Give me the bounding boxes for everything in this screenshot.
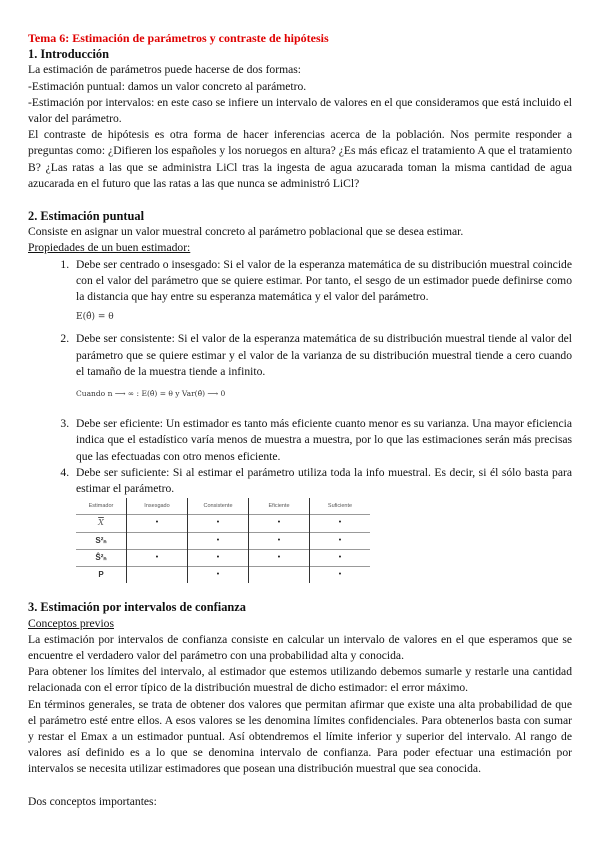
table-cell: • [249,549,310,566]
list-item [72,331,572,402]
properties-list [28,257,572,584]
table-cell: • [310,549,371,566]
document-title: Tema 6: Estimación de parámetros y contraste de hipótesis [28,31,329,45]
table-header: Consistente [188,498,249,515]
spacer [28,778,572,794]
table-header: Insesgado [127,498,188,515]
formula-consistent: Cuando n ⟶ ∞ : E(θ̂) = θ y Var(θ̂) ⟶ 0 [76,389,226,399]
table-cell: • [188,549,249,566]
list-item [72,465,572,583]
table-header: Suficiente [310,498,371,515]
paragraph: El contraste de hipótesis es otra forma de hacer inferencias acerca de la población. Nos permite responder a preguntas como: ¿Difieren los españoles y los noruegos en altura? ¿Es más eficaz el tratamiento A que el tratamiento B? ¿Las ratas a las que se administra LiCl tras la ingesta de agua azucarada toman la misma cantidad de agua azucarada en el futuro que las ratas a las que nunca se administró LiCl? [28,128,572,190]
list-item [72,416,572,465]
spacer [28,192,572,208]
table-cell: $\overline{X}$ [76,515,127,532]
estimator-properties-table [76,498,370,583]
list-item-text: Debe ser suficiente: Si al estimar el parámetro utiliza toda la info muestral. Es decir, si él sólo basta para estimar el parámetro. [76,465,572,496]
table-cell: S²ₙ [76,532,127,549]
table-cell: • [127,549,188,566]
table-cell: • [310,532,371,549]
list-item-text: Debe ser centrado o insesgado: Si el valor de la esperanza matemática de su distribución muestral coincide con el valor del parámetro que se quiere estimar. Por tanto, el sesgo de un estimador puede definirse como la distancia que hay entre su esperanza matemática y el valor del parámetro. [76,257,572,304]
list-item-text: Debe ser consistente: Si el valor de la esperanza matemática de su distribución muestral tiende al valor del parámetro que se quiere estimar y el valor de la varianza de su distribución muestral tiende a cero cuando el tamaño de la muestra tiende a infinito. [76,332,572,378]
table-cell: • [188,515,249,532]
list-item [72,257,572,326]
table-header: Eficiente [249,498,310,515]
table-cell [127,532,188,549]
table-cell: • [310,567,371,584]
table-cell: • [249,532,310,549]
spacer [28,583,572,599]
table-cell: • [310,515,371,532]
paragraph: La estimación por intervalos de confianza consiste en calcular un intervalo de valores en el que esperamos que se encuentre el verdadero valor del parámetro con una probabilidad alta y conocida. [28,632,572,662]
table-cell: P [76,567,127,584]
table-cell [249,567,310,584]
table-cell [127,567,188,584]
table-row [76,515,370,532]
paragraph: Para obtener los límites del intervalo, al estimador que estemos utilizando debemos sumarle y restarle una cantidad relacionada con el error típico de la distribución muestral de dicho estimador: el error máximo. [28,665,572,695]
table-cell: • [188,567,249,584]
section-heading-puntual: 2. Estimación puntual [28,209,145,224]
table-cell: • [127,515,188,532]
document-page [28,30,572,810]
paragraph: La estimación de parámetros puede hacerse de dos formas: [28,63,301,77]
table-row [76,549,370,566]
table-cell: Ŝ²ₙ [76,549,127,566]
table-header: Estimador [88,503,114,510]
paragraph: En términos generales, se trata de obtener dos valores que permitan afirmar que existe una alta probabilidad de que el parámetro esté entre ellos. A esos valores se les denomina límites confidenciales. Para obtenerlos basta con sumar y restar el Emax a un estimador puntual. Así obtendremos el límite inferior y superior del intervalo. Al rango de valores así definido es a lo que se denomina intervalo de confianza. Para poder efectuar una estimación por intervalos se necesita utilizar estimadores que posean una distribución muestral que sea conocida. [28,697,572,776]
subheading-conceptos: Conceptos previos [28,616,114,630]
list-item-text: Debe ser eficiente: Un estimador es tanto más eficiente cuanto menor es su varianza. Una mayor eficiencia indica que el estadístico varía menos de muestra a muestra, por lo que las estimaciones serán más precisas que las efectuadas con otro menos eficiente. [76,417,572,463]
table-header-row [76,498,370,515]
paragraph: Dos conceptos importantes: [28,794,157,808]
table-row [76,532,370,549]
table-cell: • [188,532,249,549]
table-row [76,567,370,584]
section-heading-intro: 1. Introducción [28,47,110,62]
paragraph: -Estimación por intervalos: en este caso se infiere un intervalo de valores en el que consideramos que está incluido el valor del parámetro. [28,95,572,126]
formula-unbiased: E(θ̂) = θ [76,312,114,323]
section-heading-intervalos: 3. Estimación por intervalos de confianza [28,600,246,615]
subheading-properties: Propiedades de un buen estimador: [28,241,191,255]
table-cell: • [249,515,310,532]
paragraph: Consiste en asignar un valor muestral concreto al parámetro poblacional que se desea estimar. [28,225,464,239]
paragraph: -Estimación puntual: damos un valor concreto al parámetro. [28,79,307,93]
